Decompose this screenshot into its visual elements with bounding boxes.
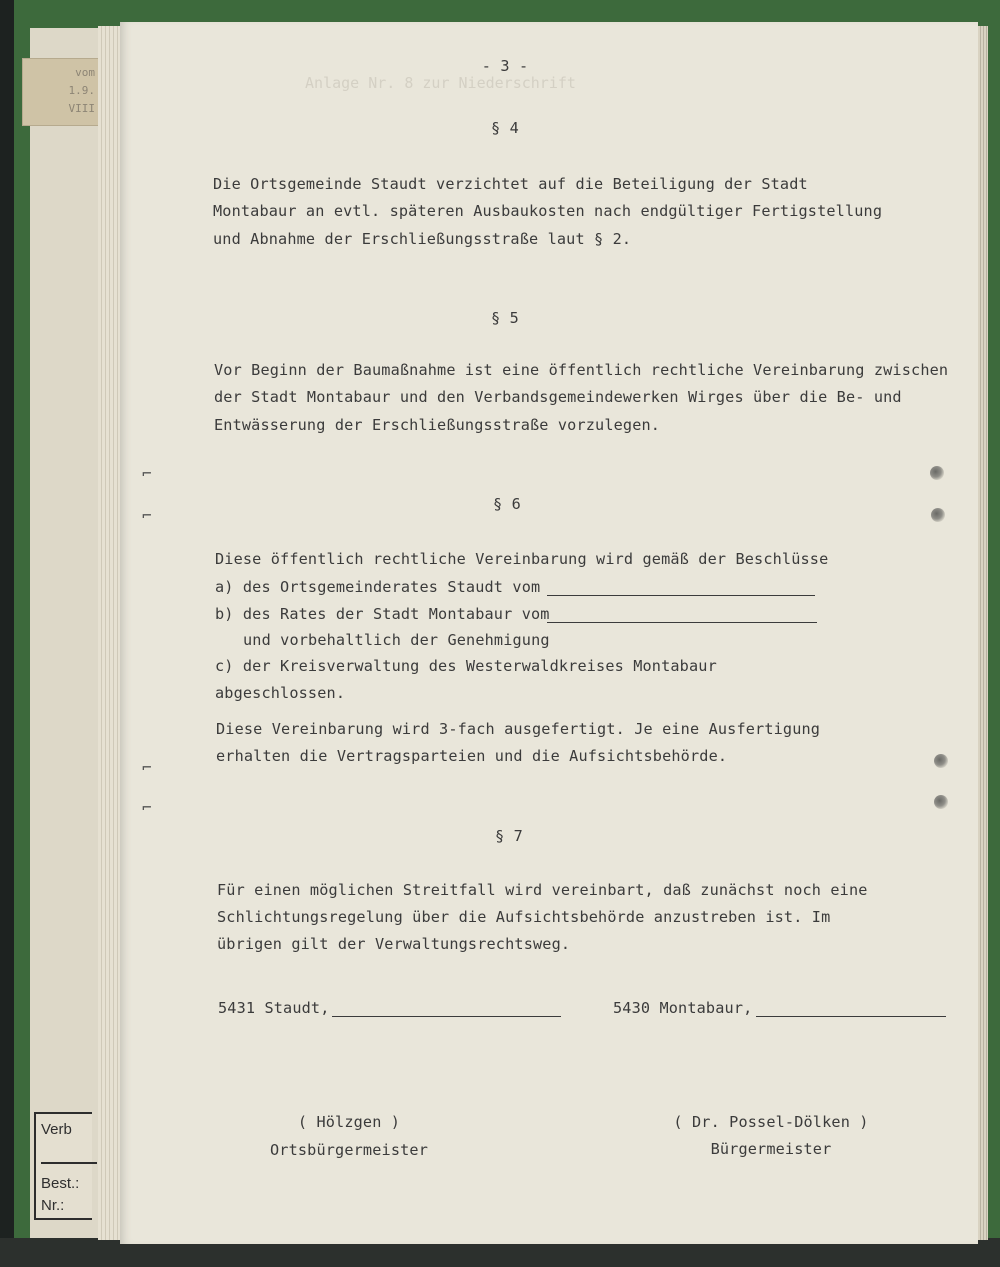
paragraph-line: Entwässerung der Erschließungsstraße vorzulegen. (214, 416, 661, 434)
label-tab-line: vom (75, 66, 95, 79)
list-item-b: b) des Rates der Stadt Montabaur vom (215, 605, 550, 623)
margin-mark: ⌐ (142, 506, 152, 525)
paragraph-line: Diese Vereinbarung wird 3-fach ausgefertigt. Je eine Ausfertigung (216, 720, 821, 738)
stamp-line-3: Nr.: (41, 1197, 65, 1214)
bleed-through-text: Anlage Nr. 8 zur Niederschrift (305, 74, 576, 92)
signatory-right-name: ( Dr. Possel-Dölken ) (673, 1113, 869, 1131)
punch-hole (934, 795, 948, 809)
signature-date-line-right (756, 1016, 946, 1017)
punch-hole (931, 508, 945, 522)
signatory-right-title: Bürgermeister (710, 1140, 832, 1158)
margin-mark: ⌐ (142, 798, 152, 817)
page-edge-stack (98, 26, 122, 1240)
signatory-left-title: Ortsbürgermeister (270, 1141, 428, 1159)
binder-spine (0, 0, 14, 1267)
page-number: - 3 - (481, 57, 529, 75)
section-heading-4: § 4 (491, 119, 519, 137)
paragraph-line: abgeschlossen. (215, 684, 346, 702)
paragraph-line: Schlichtungsregelung über die Aufsichtsbehörde anzustreben ist. Im (217, 908, 831, 926)
paragraph-line: übrigen gilt der Verwaltungsrechtsweg. (217, 935, 571, 953)
paragraph-line: Die Ortsgemeinde Staudt verzichtet auf die Beteiligung der Stadt (213, 175, 808, 193)
section-heading-5: § 5 (491, 309, 519, 327)
stamp-line-1: Verb (41, 1121, 72, 1138)
punch-hole (934, 754, 948, 768)
paragraph-line: Vor Beginn der Baumaßnahme ist eine öffentlich rechtliche Vereinbarung zwischen (214, 361, 949, 379)
paragraph-line: der Stadt Montabaur und den Verbandsgemeindewerken Wirges über die Be- und (214, 388, 902, 406)
label-tab (22, 58, 100, 126)
section-heading-7: § 7 (495, 827, 523, 845)
label-tab-line: VIII (68, 102, 95, 115)
paragraph-line: Für einen möglichen Streitfall wird vereinbart, daß zunächst noch eine (217, 881, 868, 899)
margin-mark: ⌐ (142, 464, 152, 483)
punch-hole (930, 466, 944, 480)
stamp-line-2: Best.: (41, 1175, 80, 1192)
blank-line-date-a (547, 595, 815, 596)
list-item-a: a) des Ortsgemeinderates Staudt vom (215, 578, 541, 596)
section-heading-6: § 6 (493, 495, 521, 513)
margin-mark: ⌐ (142, 758, 152, 777)
signature-place-right: 5430 Montabaur, (613, 999, 753, 1017)
signature-place-left: 5431 Staudt, (218, 999, 330, 1017)
list-item-c: c) der Kreisverwaltung des Westerwaldkreises Montabaur (215, 657, 717, 675)
paragraph-line: Montabaur an evtl. späteren Ausbaukosten nach endgültiger Fertigstellung (213, 202, 883, 220)
signatory-left-name: ( Hölzgen ) (297, 1113, 401, 1131)
archive-stamp (34, 1112, 92, 1220)
paragraph-line: erhalten die Vertragsparteien und die Aufsichtsbehörde. (216, 747, 728, 765)
label-tab-line: 1.9. (68, 84, 95, 97)
paragraph-line: und Abnahme der Erschließungsstraße laut § 2. (213, 230, 632, 248)
signature-date-line-left (332, 1016, 561, 1017)
paragraph-line: Diese öffentlich rechtliche Vereinbarung wird gemäß der Beschlüsse (215, 550, 829, 568)
blank-line-date-b (547, 622, 817, 623)
stamp-divider (41, 1162, 97, 1164)
page-right-edge (978, 26, 988, 1240)
list-item-b-continued: und vorbehaltlich der Genehmigung (243, 631, 550, 649)
